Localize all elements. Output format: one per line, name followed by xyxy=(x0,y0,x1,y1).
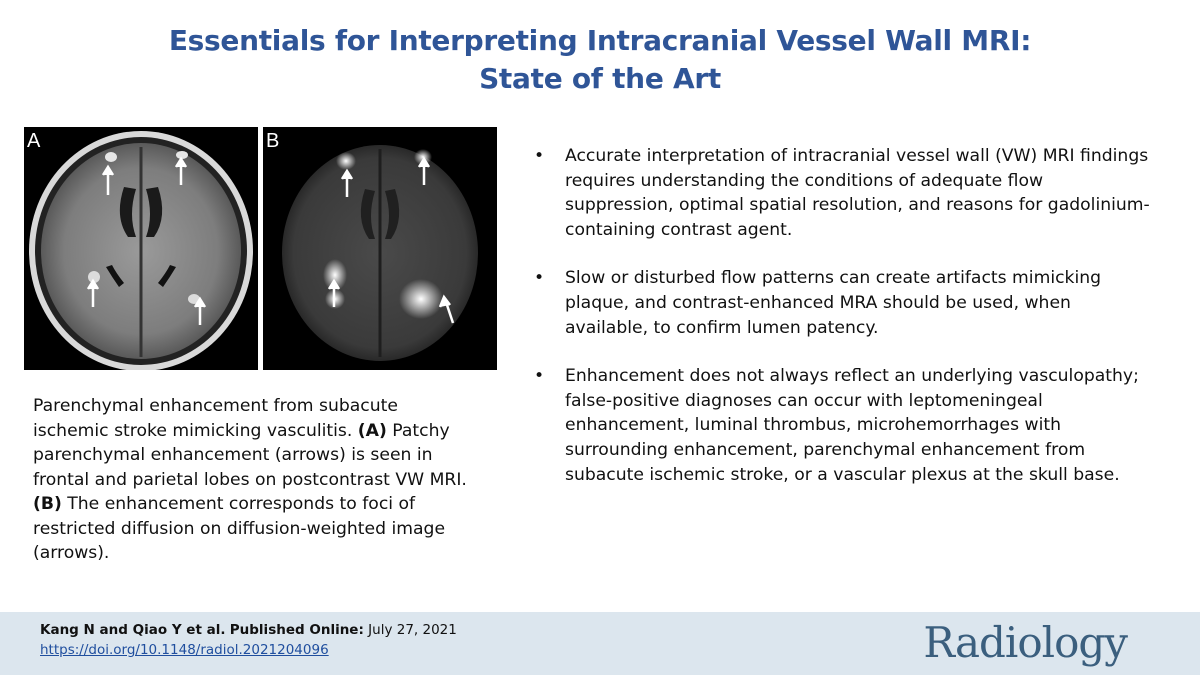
key-point-2: • Slow or disturbed flow patterns can create artifacts mimicking plaque, and contrast-enhanced MRA should be used, when available, to confirm lumen patency. xyxy=(534,266,1154,340)
title-line-2: State of the Art xyxy=(479,62,721,95)
caption-b-text: The enhancement corresponds to foci of restricted diffusion on diffusion-weighted image (arrows). xyxy=(33,494,446,563)
caption-a-label: (A) xyxy=(357,420,387,441)
mri-image-b xyxy=(263,127,497,370)
caption-b-label: (B) xyxy=(33,494,62,514)
caption-a-text: Patchy parenchymal enhancement (arrows) is seen in frontal and parietal lobes on postcontrast VW MRI. xyxy=(33,420,467,490)
mri-panel-b xyxy=(263,127,497,370)
radiology-logo: Radiology xyxy=(923,618,1127,667)
slide-title xyxy=(0,22,1200,98)
panel-b-label: B xyxy=(266,130,280,152)
key-points-list xyxy=(534,144,1154,511)
key-point-1: • Accurate interpretation of intracranial vessel wall (VW) MRI findings requires understanding the conditions of adequate flow suppression, optimal spatial resolution, and reasons for gadolinium-containing contrast agent. xyxy=(534,144,1154,242)
citation-line xyxy=(40,620,457,640)
mri-image-a xyxy=(24,127,258,370)
published-label: Published Online: xyxy=(229,622,364,638)
citation-authors: Kang N and Qiao Y et al. xyxy=(40,622,226,638)
citation xyxy=(40,620,457,660)
footer-bar xyxy=(0,612,1200,675)
published-date: July 27, 2021 xyxy=(368,622,457,638)
mri-panel-a xyxy=(24,127,258,370)
doi-link[interactable]: https://doi.org/10.1148/radiol.2021204096 xyxy=(40,642,329,658)
panel-a-label: A xyxy=(27,130,41,152)
key-point-3: • Enhancement does not always reflect an underlying vasculopathy; false-positive diagnoses can occur with leptomeningeal enhancement, luminal thrombus, microhemorrhages with surrounding enhancement, parenchymal enhancement from subacute ischemic stroke, or a vascular plexus at the skull base. xyxy=(534,364,1154,487)
title-line-1: Essentials for Interpreting Intracranial Vessel Wall MRI: xyxy=(168,24,1032,57)
caption-intro: Parenchymal enhancement from subacute ischemic stroke mimicking vasculitis. xyxy=(33,396,398,441)
figure-caption xyxy=(33,394,473,566)
